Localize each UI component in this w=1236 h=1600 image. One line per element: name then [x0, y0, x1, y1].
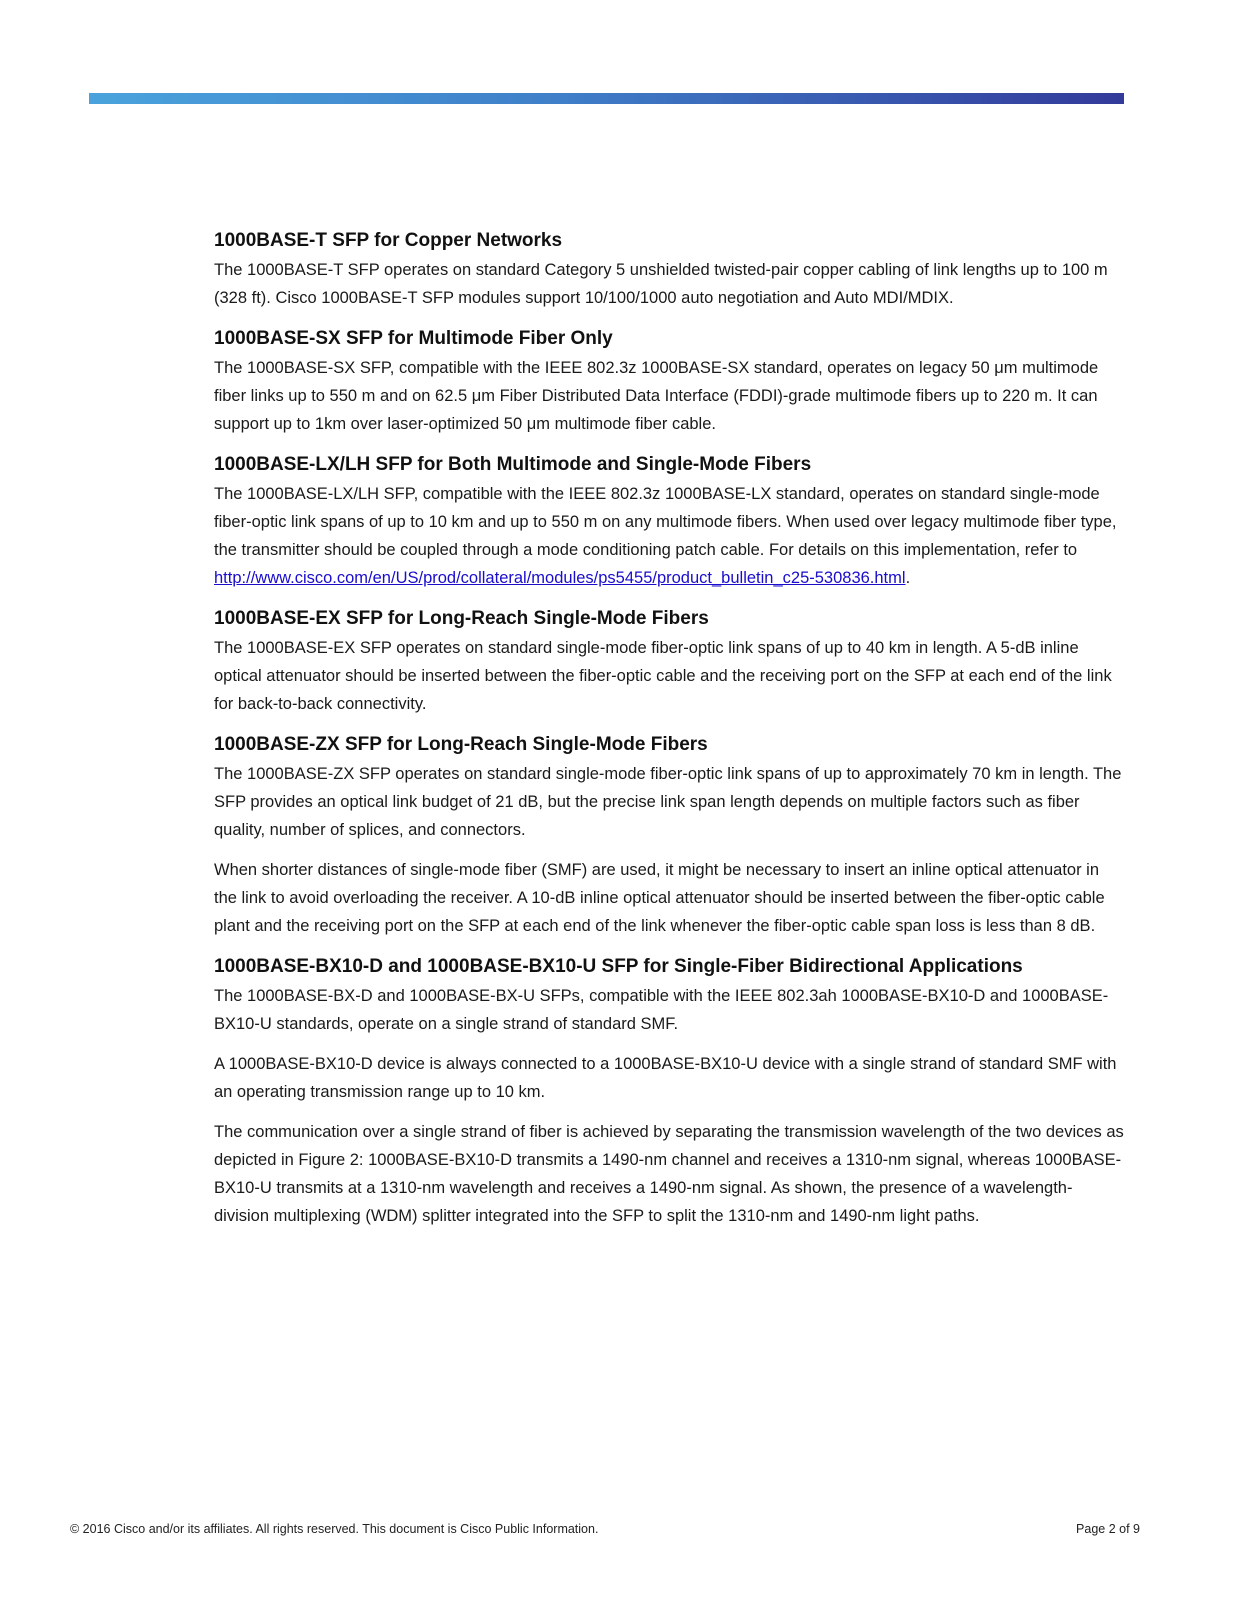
footer-page-number: Page 2 of 9: [1076, 1522, 1140, 1536]
paragraph-text: The 1000BASE-LX/LH SFP, compatible with the IEEE 802.3z 1000BASE-LX standard, operates on standard single-mode fiber-optic link spans of up to 10 km and up to 550 m on any multimode fibers. When used over legacy multimode fiber type, the transmitter should be coupled through a mode conditioning patch cable. For details on this implementation, refer to: [214, 485, 1117, 559]
section-heading: 1000BASE-LX/LH SFP for Both Multimode and Single-Mode Fibers: [214, 454, 812, 475]
section-paragraph: A 1000BASE-BX10-D device is always connected to a 1000BASE-BX10-U device with a single strand of standard SMF with an operating transmission range up to 10 km.: [214, 1055, 1117, 1101]
document-body: [214, 228, 1126, 1244]
section-heading: 1000BASE-ZX SFP for Long-Reach Single-Mode Fibers: [214, 734, 708, 755]
section-paragraph: The 1000BASE-T SFP operates on standard Category 5 unshielded twisted-pair copper cabling of link lengths up to 100 m (328 ft). Cisco 1000BASE-T SFP modules support 10/100/1000 auto negotiation and Auto MDI/MDIX.: [214, 261, 1108, 307]
section-1000base-ex: [214, 606, 1126, 718]
paragraph-text: .: [905, 569, 911, 587]
section-paragraph: The communication over a single strand of fiber is achieved by separating the transmission wavelength of the two devices as depicted in Figure 2: 1000BASE-BX10-D transmits a 1490-nm channel and receives a 1310-nm signal, whereas 1000BASE-BX10-U transmits at a 1310-nm wavelength and receives a 1490-nm signal. As shown, the presence of a wavelength-division multiplexing (WDM) splitter integrated into the SFP to split the 1310-nm and 1490-nm light paths.: [214, 1123, 1124, 1225]
section-heading: 1000BASE-BX10-D and 1000BASE-BX10-U SFP for Single-Fiber Bidirectional Applications: [214, 956, 1023, 977]
section-1000base-lx-lh: [214, 452, 1126, 592]
section-paragraph: The 1000BASE-ZX SFP operates on standard single-mode fiber-optic link spans of up to approximately 70 km in length. The SFP provides an optical link budget of 21 dB, but the precise link span length depends on multiple factors such as fiber quality, number of splices, and connectors.: [214, 765, 1122, 839]
section-paragraph: When shorter distances of single-mode fiber (SMF) are used, it might be necessary to insert an inline optical attenuator in the link to avoid overloading the receiver. A 10-dB inline optical attenuator should be inserted between the fiber-optic cable plant and the receiving port on the SFP at each end of the link whenever the fiber-optic cable span loss is less than 8 dB.: [214, 861, 1105, 935]
section-1000base-zx: [214, 732, 1126, 940]
product-bulletin-link[interactable]: http://www.cisco.com/en/US/prod/collateral/modules/ps5455/product_bulletin_c25-530836.html: [214, 569, 906, 587]
section-heading: 1000BASE-SX SFP for Multimode Fiber Only: [214, 328, 613, 349]
section-heading: 1000BASE-T SFP for Copper Networks: [214, 230, 563, 251]
section-paragraph: The 1000BASE-BX-D and 1000BASE-BX-U SFPs, compatible with the IEEE 802.3ah 1000BASE-BX10-D and 1000BASE-BX10-U standards, operate on a single strand of standard SMF.: [214, 987, 1109, 1033]
section-heading: 1000BASE-EX SFP for Long-Reach Single-Mode Fibers: [214, 608, 709, 629]
section-1000base-bx10: [214, 954, 1126, 1230]
header-accent-bar: [89, 93, 1124, 104]
section-paragraph: The 1000BASE-EX SFP operates on standard single-mode fiber-optic link spans of up to 40 km in length. A 5-dB inline optical attenuator should be inserted between the fiber-optic cable and the receiving port on the SFP at each end of the link for back-to-back connectivity.: [214, 639, 1112, 713]
footer-copyright: © 2016 Cisco and/or its affiliates. All rights reserved. This document is Cisco Public Information.: [70, 1522, 599, 1536]
section-paragraph: [214, 480, 1126, 592]
section-paragraph: The 1000BASE-SX SFP, compatible with the IEEE 802.3z 1000BASE-SX standard, operates on legacy 50 μm multimode fiber links up to 550 m and on 62.5 μm Fiber Distributed Data Interface (FDDI)-grade multimode fibers up to 220 m. It can support up to 1km over laser-optimized 50 μm multimode fiber cable.: [214, 359, 1099, 433]
section-1000base-sx: [214, 326, 1126, 438]
section-1000base-t: [214, 228, 1126, 312]
